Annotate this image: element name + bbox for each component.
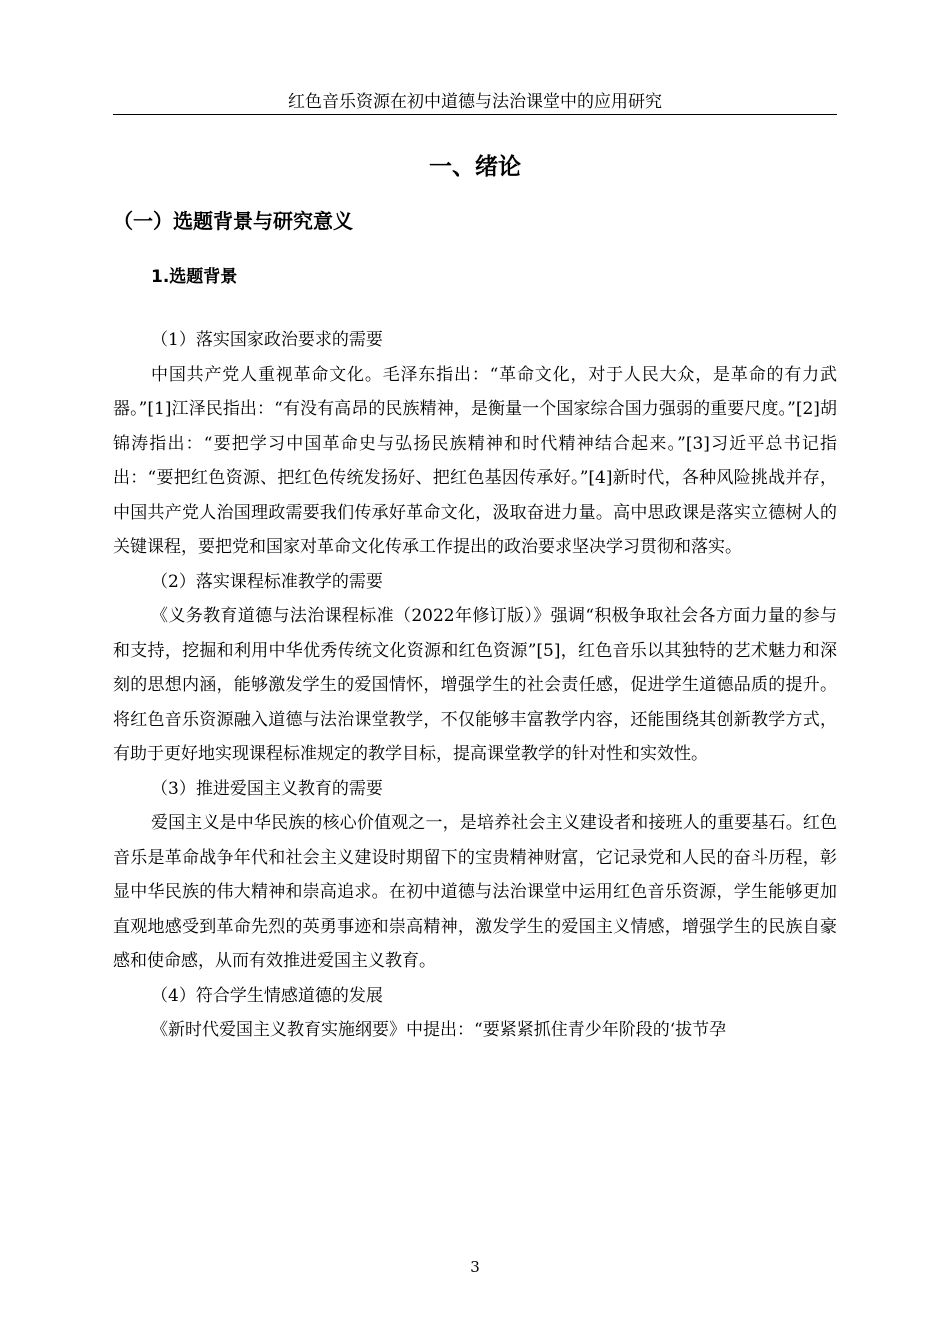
paragraph: 中国共产党人重视革命文化。毛泽东指出：“革命文化，对于人民大众，是革命的有力武器。”[1]江泽民指出：“有没有高昂的民族精神，是衡量一个国家综合国力强弱的重要尺度。”[2]胡锦涛指出：“要把学习中国革命史与弘扬民族精神和时代精神结合起来。”[3]习近平总书记指出：“要把红色资源、把红色传统发扬好、把红色基因传承好。”[4]新时代，各种风险挑战并存，中国共产党人治国理政需要我们传承好革命文化，汲取奋进力量。高中思政课是落实立德树人的关键课程，要把党和国家对革命文化传承工作提出的政治要求坚决学习贯彻和落实。 xyxy=(113,364,837,557)
body-text xyxy=(113,323,837,1048)
running-header: 红色音乐资源在初中道德与法治课堂中的应用研究 xyxy=(288,92,662,112)
section-title: （一）选题背景与研究意义 xyxy=(113,209,353,233)
paragraph: 《义务教育道德与法治课程标准（2022年修订版）》强调“积极争取社会各方面力量的参与和支持，挖掘和利用中华优秀传统文化资源和红色资源”[5]，红色音乐以其独特的艺术魅力和深刻的思想内涵，能够激发学生的爱国情怀，增强学生的社会责任感，促进学生道德品质的提升。将红色音乐资源融入道德与法治课堂教学，不仅能够丰富教学内容，还能围绕其创新教学方式，有助于更好地实现课程标准规定的教学目标，提高课堂教学的针对性和实效性。 xyxy=(113,606,837,764)
paragraph: 《新时代爱国主义教育实施纲要》中提出：“要紧紧抓住青少年阶段的‘拔节孕 xyxy=(151,1020,727,1040)
item-heading: （1）落实国家政治要求的需要 xyxy=(151,330,383,350)
item-heading: （3）推进爱国主义教育的需要 xyxy=(151,778,383,799)
item-heading: （4）符合学生情感道德的发展 xyxy=(151,985,383,1006)
header-rule xyxy=(113,114,837,115)
item-heading: （2）落实课程标准教学的需要 xyxy=(151,571,383,592)
chapter-title: 一、绪论 xyxy=(429,154,521,180)
page-number: 3 xyxy=(470,1258,480,1276)
subsection-title: 1.选题背景 xyxy=(151,267,238,287)
paragraph: 爱国主义是中华民族的核心价值观之一，是培养社会主义建设者和接班人的重要基石。红色音乐是革命战争年代和社会主义建设时期留下的宝贵精神财富，它记录党和人民的奋斗历程，彰显中华民族的伟大精神和崇高追求。在初中道德与法治课堂中运用红色音乐资源，学生能够更加直观地感受到革命先烈的英勇事迹和崇高精神，激发学生的爱国主义情感，增强学生的民族自豪感和使命感，从而有效推进爱国主义教育。 xyxy=(113,813,837,971)
